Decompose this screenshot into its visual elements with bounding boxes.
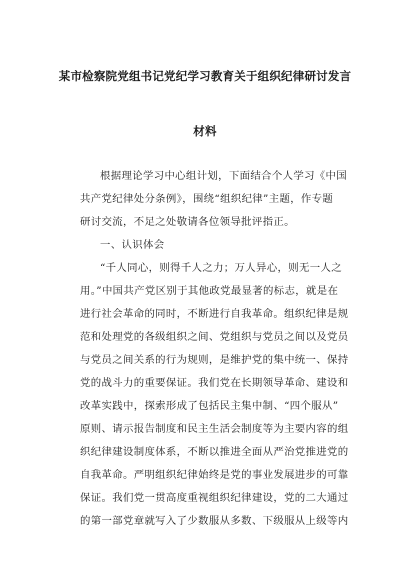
paragraph-line: 根据理论学习中心组计划，下面结合个人学习《中国 — [100, 170, 348, 182]
paragraph-line: 自我革命。严明组织纪律始终是党的事业发展进步的可靠 — [80, 469, 349, 481]
paragraph-line: 改革实践中，探索形成了包括民主集中制、“四个服从” — [80, 400, 339, 412]
document-title-line-2: 材料 — [193, 124, 217, 138]
paragraph-line: 用。”中国共产党区别于其他政党最显著的标志，就是在 — [80, 285, 339, 297]
paragraph-line: 共产党纪律处分条例》，围绕“组织纪律”主题，作专题 — [80, 193, 334, 205]
paragraph-line: 进行社会革命的同时，不断进行自我革命。组织纪律是规 — [80, 308, 349, 320]
paragraph-line: 保证。我们党一贯高度重视组织纪律建设，党的二大通过 — [80, 492, 349, 504]
paragraph-line: 织纪律建设制度体系，不断以推进全面从严治党推进党的 — [80, 446, 349, 458]
document-title-line-1: 某市检察院党组书记党纪学习教育关于组织纪律研讨发言 — [58, 69, 352, 83]
paragraph-line: 与党员之间关系的行为规则，是维护党的集中统一、保持 — [80, 354, 349, 366]
paragraph-line: 党的战斗力的重要保证。我们党在长期领导革命、建设和 — [80, 377, 349, 389]
paragraph-line: “千人同心，则得千人之力；万人异心，则无一人之 — [100, 262, 342, 274]
paragraph-line: 范和处理党的各级组织之间、党组织与党员之间以及党员 — [80, 331, 349, 343]
section-heading: 一、认识体会 — [100, 239, 165, 251]
paragraph-line: 原则、请示报告制度和民主生活会制度等为主要内容的组 — [80, 423, 349, 435]
paragraph-line: 研讨交流，不足之处敬请各位领导批评指正。 — [80, 216, 295, 228]
paragraph-line: 的第一部党章就写入了少数服从多数、下级服从上级等内 — [80, 515, 349, 527]
